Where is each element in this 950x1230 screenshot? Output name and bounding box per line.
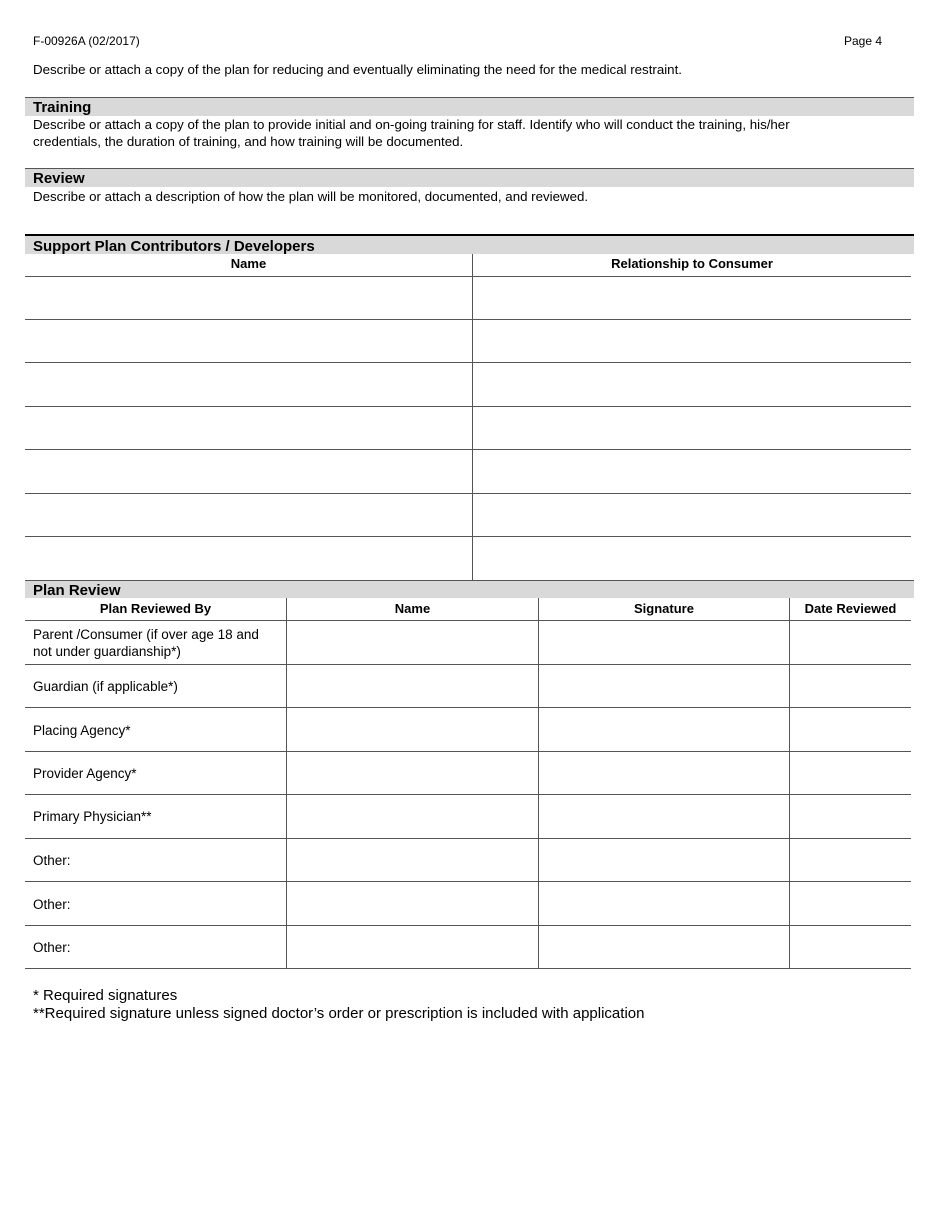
intro-text: Describe or attach a copy of the plan for reducing and eventually eliminating the need for the medical restraint. xyxy=(33,62,682,77)
table-rule xyxy=(25,664,911,665)
plan-review-divider xyxy=(789,598,790,969)
table-rule xyxy=(25,276,911,277)
table-rule xyxy=(25,319,911,320)
table-rule xyxy=(25,794,911,795)
plan-review-col-name: Name xyxy=(394,601,431,616)
table-rule xyxy=(25,449,911,450)
training-text: Describe or attach a copy of the plan to provide initial and on-going training for staff. Identify who will conduct the training, his/her credentials, the duration of training, and how training will be documented. xyxy=(33,117,790,149)
plan-review-row-other-3: Other: xyxy=(33,940,71,955)
plan-review-col-date: Date Reviewed xyxy=(804,601,897,616)
plan-review-row-parent-consumer: Parent /Consumer (if over age 18 and not under guardianship*) xyxy=(33,627,259,659)
review-text: Describe or attach a description of how the plan will be monitored, documented, and reviewed. xyxy=(33,189,589,204)
contributors-divider xyxy=(472,254,473,580)
plan-review-row-other-1: Other: xyxy=(33,853,71,868)
form-number: F-00926A (02/2017) xyxy=(33,34,140,48)
footnote-physician-signature: **Required signature unless signed doctor’s order or prescription is included with application xyxy=(33,1005,645,1022)
footnote-required-signatures: * Required signatures xyxy=(33,987,178,1004)
contributors-col-relationship: Relationship to Consumer xyxy=(611,256,773,271)
table-rule xyxy=(25,968,911,969)
training-title: Training xyxy=(33,99,92,116)
plan-review-title: Plan Review xyxy=(33,582,121,599)
plan-review-header xyxy=(25,580,914,598)
review-title: Review xyxy=(33,170,85,187)
contributors-col-name: Name xyxy=(230,256,267,271)
review-header xyxy=(25,168,914,187)
plan-review-divider xyxy=(538,598,539,969)
table-rule xyxy=(25,536,911,537)
page-number: Page 4 xyxy=(844,34,883,48)
table-rule xyxy=(25,881,911,882)
plan-review-row-primary-physician: Primary Physician** xyxy=(33,809,152,824)
plan-review-row-guardian: Guardian (if applicable*) xyxy=(33,679,178,694)
plan-review-row-placing-agency: Placing Agency* xyxy=(33,723,131,738)
plan-review-row-other-2: Other: xyxy=(33,897,71,912)
training-header xyxy=(25,97,914,116)
table-rule xyxy=(25,493,911,494)
table-rule xyxy=(25,620,911,621)
plan-review-divider xyxy=(286,598,287,969)
plan-review-col-reviewed-by: Plan Reviewed By xyxy=(99,601,212,616)
table-rule xyxy=(25,751,911,752)
plan-review-col-signature: Signature xyxy=(634,601,694,616)
table-rule xyxy=(25,362,911,363)
table-rule xyxy=(25,406,911,407)
contributors-header xyxy=(25,234,914,254)
table-rule xyxy=(25,925,911,926)
plan-review-row-provider-agency: Provider Agency* xyxy=(33,766,137,781)
table-rule xyxy=(25,838,911,839)
contributors-title: Support Plan Contributors / Developers xyxy=(33,238,315,255)
table-rule xyxy=(25,707,911,708)
